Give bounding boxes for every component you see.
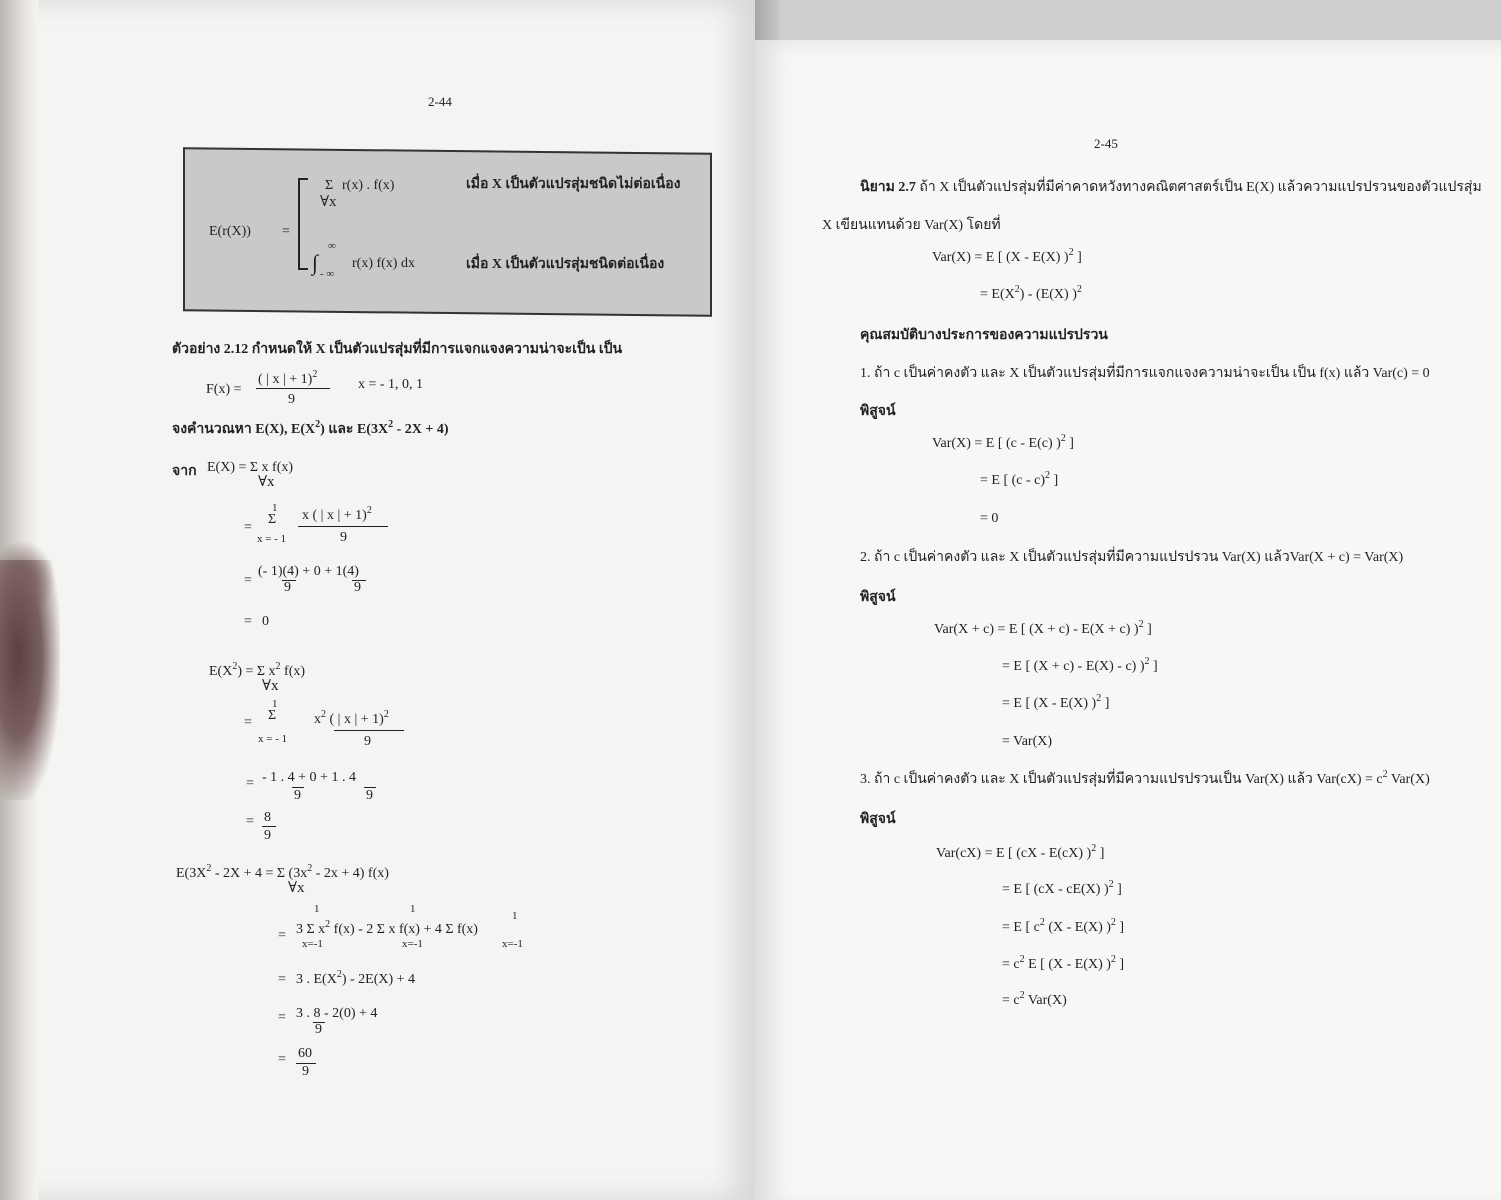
ex3-line2: 3 Σ x [296,922,326,937]
page-stain [0,560,60,800]
ex-step3-den: 9 [354,580,361,595]
fx-lhs: F(x) = [206,382,242,397]
case2-condition: เมื่อ X เป็นตัวแปรสุ่มชนิดต่อเนื่อง [466,257,665,272]
eq-sign: = [244,715,252,730]
sum-top: 1 [314,903,320,915]
sum-top: 1 [410,903,416,915]
sum-top: 1 [272,698,278,710]
ex-step3-den: 9 [284,580,291,595]
p2-line4: = Var(X) [1002,734,1053,749]
fraction-bar [262,826,276,827]
ex3-line1: $E(3X^2 - 2X + 4 = \Sigma$ $(3x^2 - 2x + 4)$ f(x) [176,863,389,881]
fraction-bar [298,526,388,527]
p3-line4: = $c^2$ E [ (X - E(X) )$^2$ ] [1002,954,1125,972]
eq-sign: = [244,573,252,588]
integral-upper: ∞ [328,240,336,252]
ex3-line4-den: 9 [315,1022,322,1037]
ex3-result-den: 9 [302,1064,309,1079]
definition-line1: นิยาม 2.7 ถ้า X เป็นตัวแปรสุ่มที่มีค่าคาดหวังทางคณิตศาสตร์เป็น E(X) แล้วความแปรปรวนของตัวแปรสุ่ม [860,180,1482,195]
sum-bottom: x=-1 [302,938,323,950]
ex2-result-den: 9 [264,828,271,843]
ex2-numerator: $x^2$ ( | x | + 1)$^2$ [314,709,389,727]
properties-title: คุณสมบัติบางประการของความแปรปรวน [860,328,1108,343]
case2-expr: r(x) f(x) dx [352,256,415,271]
p2-line2: = E [ (X + c) - E(X) - c) )$^2$ ] [1002,656,1158,674]
integral-lower: - ∞ [320,268,335,280]
eq-sign: = [246,814,254,829]
case-bracket [298,178,300,270]
eq-sign: = [246,776,254,791]
ex-numerator: x ( | x | + 1)$^2$ [302,505,372,523]
bracket-bottom [298,268,308,270]
eq-sign: = [244,614,252,629]
sum-top: 1 [272,502,278,514]
fx-numerator: ( | x | + 1)$^2$ [258,369,318,387]
sum-bottom: x=-1 [502,938,523,950]
p3-line2: = E [ (cX - cE(X) )$^2$ ] [1002,879,1122,897]
p1-line1: Var(X) = E [ (c - E(c) )$^2$ ] [932,433,1074,451]
p1-line3: = 0 [980,511,999,526]
sum-symbol: Σ [325,178,334,193]
ex2-line1: $E(X^2) = \Sigma$ $x^2$ f(x) [209,661,306,679]
ex2-step3-den: 9 [294,788,301,803]
proof-label: พิสูจน์ [860,812,896,827]
ex2-sub: ∀x [262,678,279,694]
sum-top: 1 [512,910,518,922]
p2-line1: Var(X + c) = E [ (X + c) - E(X + c) )$^2$ ] [934,619,1152,637]
page-number-left: 2-44 [428,94,452,109]
ex-denominator: 9 [340,530,347,545]
property-2: 2. ถ้า c เป็นค่าคงตัว และ X เป็นตัวแปรสุ่มที่มีความแปรปรวน Var(X) แล้วVar(X + c) = Var(X) [860,550,1404,565]
page-number-right: 2-45 [1094,136,1118,151]
p2-line3: = E [ (X - E(X) )$^2$ ] [1002,693,1110,711]
ex-line1-sub: ∀x [258,474,275,490]
sum-bottom: x = - 1 [258,733,288,745]
box-eq: = [282,224,290,239]
ex-line1: E(X) = Σ x f(x) [207,460,294,475]
case1-expr: r(x) . f(x) [342,178,395,193]
sum-symbol: Σ [268,512,277,527]
property-1: 1. ถ้า c เป็นค่าคงตัว และ X เป็นตัวแปรสุ่มที่มีการแจกแจงความน่าจะเป็น เป็น f(x) แล้ว Var(c) = 0 [860,366,1430,381]
sum-subscript: ∀x [320,194,337,210]
fraction-bar [256,388,330,389]
fx-denominator: 9 [288,392,295,407]
ex2-result-num: 8 [264,810,271,825]
ex2-denominator: 9 [364,734,371,749]
eq-sign: = [278,1052,286,1067]
integral-symbol: ∫ [312,250,319,275]
eq-sign: = [278,928,286,943]
proof-label: พิสูจน์ [860,590,896,605]
fx-domain: x = - 1, 0, 1 [358,377,424,392]
eq-sign: = [244,520,252,535]
p3-line3: = E [ $c^2$ (X - E(X) )$^2$ ] [1002,917,1125,935]
var-def-line2: = $E(X^2) - (E(X)$ )$^2$ [980,284,1082,302]
case1-condition: เมื่อ X เป็นตัวแปรสุ่มชนิดไม่ต่อเนื่อง [466,177,681,192]
p3-line1: Var(cX) = E [ (cX - E(cX) )$^2$ ] [936,843,1105,861]
property-3: 3. ถ้า c เป็นค่าคงตัว และ X เป็นตัวแปรสุ่มที่มีความแปรปรวนเป็น Var(X) แล้ว $Var(cX) = c^2$ Var(X) [860,769,1430,787]
sum-bottom: x = - 1 [257,533,287,545]
bracket-top [298,178,308,180]
eq-sign: = [278,972,286,987]
p1-line2: = E [ (c - c)$^2$ ] [980,470,1059,488]
fraction-bar [334,730,404,731]
ex3-line4: 3 . 8 - 2(0) + 4 [296,1006,378,1021]
book-spread: 2-44 E(r(X)) = Σ r(x) . f(x) ∀x เมื่อ X เป็นตัวแปรสุ่มชนิดไม่ต่อเนื่อง ∞ ∫ - ∞ r(x) f(x) dx เมื่อ X เป็นตัวแปรสุ่มชนิดต่อเนื่อง ตัวอย่าง 2.12 กำหนดให้ X เป็นตัวแปรสุ่มที่มีการแจกแจงความน่าจะเป็น เป็น F(x) = ( | x | + 1)$^2$ 9 x = - 1, 0, 1 จงคำนวณหา E(X), $E(X^2)$ และ $E(3X^2 - 2X + 4)$ จาก E(X) = Σ x f(x) ∀x = 1 Σ x = - 1 x ( | x | + 1)$^2$ 9 = (- 1)(4) + 0 + 1(4) 9 9 = 0 $E(X^2) = \Sigma$ $x^2$ f(x) ∀x = 1 Σ x = - 1 $x^2$ ( | x | + 1)$^2$ 9 = - 1 . 4 + 0 + 1 . 4 9 9 = 8 9 $E(3X^2 - 2X + 4 = \Sigma$ $(3x^2 - 2x + 4)$ f(x) ∀x = 1 1 1 3 Σ $x^2$ f(x) - 2 Σ x f(x) + 4 Σ f(x) x=-1 x=-1 x=-1 = 3 . $E(X^2) - 2E(X) + 4$ = 3 . 8 - 2(0) + 4 9 = 60 9 2-45 นิยาม 2.7 ถ้า X เป็นตัวแปรสุ่มที่มีค่าคาดหวังทางคณิตศาสตร์เป็น E(X) แล้วความแปรปรวนของตัวแปรสุ่ม X เขียนแทนด้วย Var(X) โดยที่ Var(X) = E [ (X - E(X) )$^2$ ] = $E(X^2) - (E(X)$ )$^2$ คุณสมบัติบางประการของความแปรปรวน 1. ถ้า c เป็นค่าคงตัว และ X เป็นตัวแปรสุ่มที่มีการแจกแจงความน่าจะเป็น เป็น f(x) แล้ว Var(c) = 0 พิสูจน์ Var(X) = E [ (c - E(c) )$^2$ ] = E [ (c - c)$^2$ ] = 0 2. ถ้า c เป็นค่าคงตัว และ X เป็นตัวแปรสุ่มที่มีความแปรปรวน Var(X) แล้วVar(X + c) = Var(X) พิสูจน์ Var(X + c) = E [ (X + c) - E(X + c) )$^2$ ] = E [ (X + c) - E(X) - c) )$^2$ ] = E [ (X - E(X) )$^2$ ] = Var(X) 3. ถ้า c เป็นค่าคงตัว และ X เป็นตัวแปรสุ่มที่มีความแปรปรวนเป็น Var(X) แล้ว $Var(cX) = c^2$ Var(X) พิสูจน์ Var(cX) = E [ (cX - E(cX) )$^2$ ] = E [ (cX - cE(X) )$^2$ ] = E [ $c^2$ (X - E(X) )$^2$ ] = $c^2$ E [ (X - E(X) )$^2$ ] = $c^2$ Var(X) [0,0,1501,1200]
p3-line5: = $c^2$ Var(X) [1002,990,1067,1008]
box-lhs: E(r(X)) [209,224,251,239]
ex3-result-num: 60 [298,1046,312,1061]
sum-bottom: x=-1 [402,938,423,950]
definition-line2: X เขียนแทนด้วย Var(X) โดยที่ [822,218,1001,233]
ex-step3: (- 1)(4) + 0 + 1(4) [258,564,359,579]
ex3-line3: 3 . $E(X^2) - 2E(X) + 4$ [296,969,416,987]
proof-label: พิสูจน์ [860,404,896,419]
eq-sign: = [278,1010,286,1025]
sum-symbol: Σ [268,708,277,723]
from-label: จาก [172,464,197,479]
ex-result: 0 [262,614,269,629]
example-title: ตัวอย่าง 2.12 กำหนดให้ X เป็นตัวแปรสุ่มที่มีการแจกแจงความน่าจะเป็น เป็น [172,342,623,357]
ex2-step3-den: 9 [366,788,373,803]
ex2-step3: - 1 . 4 + 0 + 1 . 4 [262,770,356,785]
ex3-sub: ∀x [288,880,305,896]
example-task: จงคำนวณหา E(X), $E(X^2)$ และ $E(3X^2 - 2X + 4)$ [172,419,449,437]
var-def-line1: Var(X) = E [ (X - E(X) )$^2$ ] [932,247,1082,265]
